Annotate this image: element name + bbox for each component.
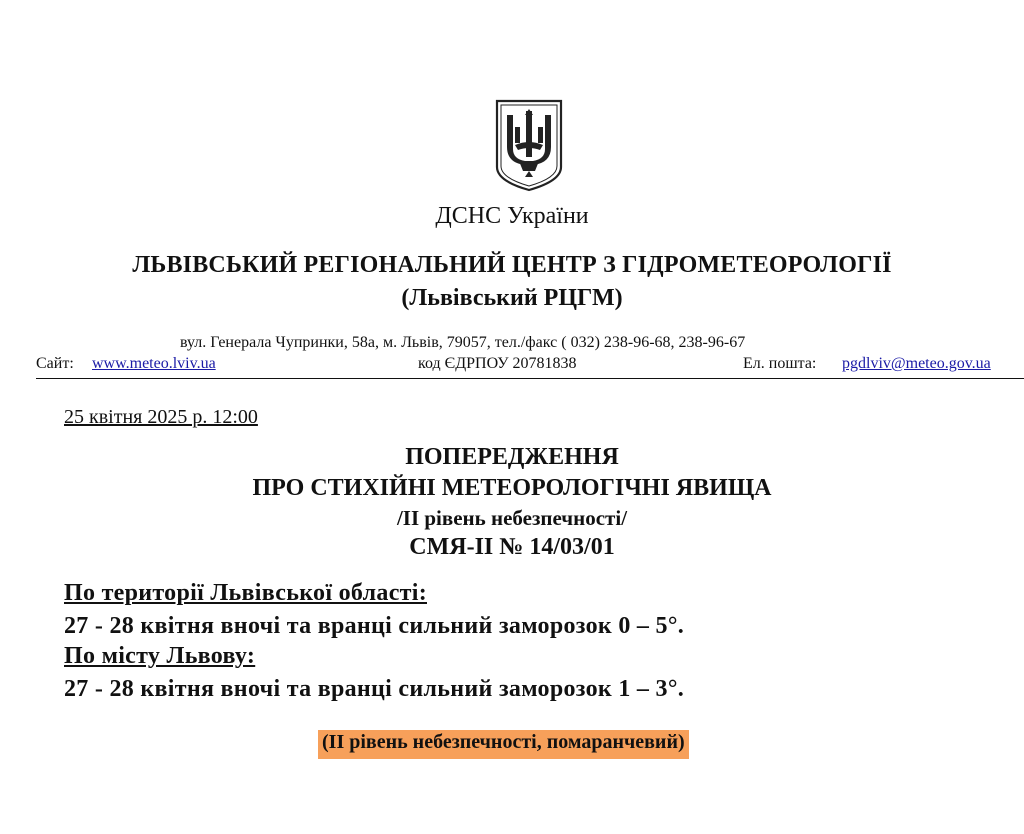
org-name: ЛЬВІВСЬКИЙ РЕГІОНАЛЬНИЙ ЦЕНТР З ГІДРОМЕТЕОРОЛОГІЇ: [132, 252, 892, 278]
title-line-2: ПРО СТИХІЙНІ МЕТЕОРОЛОГІЧНІ ЯВИЩА: [252, 475, 772, 501]
city-heading: По місту Львову:: [64, 643, 256, 669]
contact-row: [36, 355, 1024, 377]
title-line-3: /ІІ рівень небезпечності/: [396, 506, 628, 530]
region-heading: По території Львівської області:: [64, 580, 427, 606]
title-line-4: СМЯ-ІІ № 14/03/01: [409, 534, 615, 560]
agency-name: ДСНС України: [435, 203, 589, 229]
org-short-name: (Львівський РЦГМ): [401, 285, 623, 311]
address-line: вул. Генерала Чупринки, 58а, м. Львів, 79057, тел./факс ( 032) 238-96-68, 238-96-67: [180, 334, 746, 351]
site-label: Сайт:: [36, 355, 74, 372]
document-date: 25 квітня 2025 р. 12:00: [64, 406, 258, 428]
trident-emblem-icon: [493, 97, 565, 193]
danger-level-badge: (ІІ рівень небезпечності, помаранчевий): [318, 730, 689, 759]
region-forecast: 27 - 28 квітня вночі та вранці сильний заморозок 0 – 5°.: [64, 613, 685, 639]
email-label: Ел. пошта:: [743, 355, 817, 372]
city-forecast: 27 - 28 квітня вночі та вранці сильний заморозок 1 – 3°.: [64, 676, 685, 702]
email-link[interactable]: pgdlviv@meteo.gov.ua: [842, 355, 991, 372]
title-line-1: ПОПЕРЕДЖЕННЯ: [405, 444, 619, 470]
header-divider: [36, 378, 1024, 379]
site-link[interactable]: www.meteo.lviv.ua: [92, 355, 216, 372]
edrpou-code: код ЄДРПОУ 20781838: [418, 355, 577, 372]
